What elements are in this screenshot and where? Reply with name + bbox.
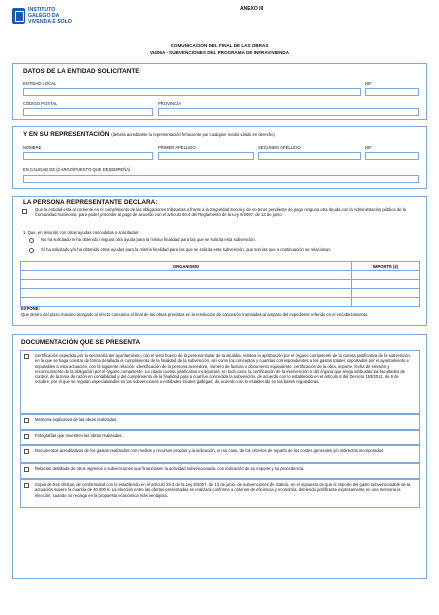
importe-cell[interactable] (352, 280, 420, 289)
list-item (20, 479, 420, 508)
table-row (21, 280, 420, 289)
nif-representante-field[interactable] (365, 152, 419, 160)
institution-logo (12, 6, 82, 28)
xunta-shield-icon (12, 8, 25, 24)
list-item (20, 350, 420, 414)
list-item (20, 414, 420, 430)
section-title-documentacion: DOCUMENTACIÓN QUE SE PRESENTA (21, 339, 141, 346)
declara-deudas-checkbox[interactable] (22, 209, 27, 214)
organismo-cell[interactable] (21, 289, 352, 298)
radio-no-ayudas[interactable] (29, 238, 34, 243)
radio-si-ayudas-label: Sí ha solicitado y/o ha obtenido otras ayudas para la misma finalidad para las que se solicita esta subvención, que son las que a continuación se relacionan: (41, 247, 332, 252)
importe-cell[interactable] (352, 271, 420, 280)
doc-item-text: Relación detallada de otros ingresos o subvenciones que financiasen la actividad subvencionada, con indicación de su importe y su procedencia. (35, 466, 305, 471)
declara-deudas-text: Que la entidad está al corriente en el cumplimiento de las obligaciones tributarias o frente a la Seguridad Social y de no tener pendiente de pago ninguna otra deuda con la Administración pública de la Comunidad Autónoma, para poder proceder al pago de acuerdo con el artículo 60.4 del Reglamento de la Ley 9/2007, de 13 de junio. (35, 207, 406, 218)
codigo-postal-field[interactable] (23, 108, 153, 116)
table-row (21, 271, 420, 280)
doc-item-text: Documentos acreditativos de los gastos realizados con medios y recursos propios y la indicación, en su caso, de los criterios de reparto de los costes generales y/o indirectos incorporados. (35, 448, 385, 453)
expone-text: Que dentro del plazo máximo otorgado al efecto comunica el final de las obras previstas en la resolución de concesión tramitadas al amparo del expediente referido en el encabezamiento. (21, 312, 369, 317)
label-nombre: NOMBRE (23, 145, 42, 150)
provincia-field[interactable] (158, 108, 419, 116)
logo-text: INSTITUTO GALEGO DA VIVENDA E SOLO (28, 7, 72, 25)
table-row (21, 298, 420, 307)
doc-certificacion-checkbox[interactable] (24, 354, 29, 359)
importe-cell[interactable] (352, 298, 420, 307)
ayudas-table (20, 261, 420, 307)
doc-item-text: Certificación expedida por la secretaría del ayuntamiento, con el visto bueno de la persona titular de la alcaldía, relativa la aprobación por el órgano competente de la cuenta justificativa de la subvención, en la que se haga constar de forma detallada el cumplimiento de la finalidad de la subvención, así como los conceptos y cuantías correspondientes a los gastos totales soportados por el ayuntamiento e imputables a esta actuación, con la siguiente relación: identificación de la persona acreedora, número de factura o documento equivalente, certificación de la obra, importe, fecha de emisión y reconocimiento de la obligación por el órgano competente. La citada cuenta justificativa incorporará, en todo caso, la certificación de la intervención o del órgano que tenga atribuidas las facultades de control, de la toma de razón en contabilidad y del cumplimiento de la finalidad para a cual fue concedida la subvención, de acuerdo con lo establecido en el artículo 8 del Decreto 193/2011, de 6 de octubre, por el que se regulan especialidades en las subvenciones a entidades locales gallegas, de acuerdo con lo establecido en las bases reguladoras. (35, 353, 411, 385)
expone-label: EXPONE: (21, 306, 40, 311)
label-codigo-postal: CÓDIGO POSTAL (23, 101, 58, 106)
representacion-section (12, 126, 427, 189)
label-primer-apellido: PRIMER APELLIDO (158, 145, 196, 150)
table-header-row (21, 262, 420, 271)
document-title: COMUNICACIÓN DEL FINAL DE LAS OBRAS (170, 43, 269, 48)
label-segundo-apellido: SEGUNDO APELLIDO (258, 145, 301, 150)
radio-no-ayudas-label: No ha solicitado ni ha obtenido ninguna otra ayuda para la misma finalidad para las que se solicita esta subvención. (41, 237, 256, 242)
list-item (20, 430, 420, 445)
section-title-representacion: Y EN SU REPRESENTACIÓN (deberá acreditarse la representación fehaciente por cualquier medio válido en derecho) (23, 131, 275, 138)
section-title-declara: LA PERSONA REPRESENTANTE DECLARA: (23, 199, 158, 206)
nombre-field[interactable] (23, 152, 153, 160)
nif-field[interactable] (365, 88, 419, 96)
list-item (20, 463, 420, 479)
organismo-cell[interactable] (21, 271, 352, 280)
section-title-entidad: DATOS DE LA ENTIDAD SOLICITANTE (23, 68, 140, 75)
document-subtitle: VI406A - SUBVENCIONES DEL PROGRAMA DE INFRAVIVIENDA (149, 50, 290, 55)
header-organismo: ORGANISMO (21, 262, 352, 271)
doc-item-text: Fotografías que muestren las obras realizadas. (35, 433, 123, 438)
importe-cell[interactable] (352, 289, 420, 298)
doc-item-text: Copia de tres ofertas, de conformidad con lo establecido en el artículo 29.3 de la Ley 9/2007, de 13 de junio, de subvenciones de Galicia, en el supuesto de que el importe del gasto subvencionable de la actuación supere la cuantía de 40.000 €. La elección entre las ofertas presentadas se realizará conforme a criterios de eficiencia y economía, debiendo justificarse expresamente en una memoria la elección, cuando no recaiga en la propuesta económica más ventajosa. (35, 482, 411, 498)
doc-item-text: Memoria explicativa de las obras realizadas. (35, 417, 118, 422)
primer-apellido-field[interactable] (158, 152, 254, 160)
doc-otros-ingresos-checkbox[interactable] (24, 467, 29, 472)
radio-si-ayudas[interactable] (29, 248, 34, 253)
doc-gastos-propios-checkbox[interactable] (24, 449, 29, 454)
table-row (21, 289, 420, 298)
anexo-label: ANEXO III (240, 6, 264, 12)
cargo-field[interactable] (23, 175, 419, 183)
entidad-section (12, 63, 427, 120)
doc-memoria-checkbox[interactable] (24, 418, 29, 423)
declara-ayudas-intro: 1. Que, en relación con otras ayudas concedidas o solicitadas: (23, 230, 140, 235)
representacion-note: (deberá acreditarse la representación fehaciente por cualquier medio válido en derecho) (111, 132, 275, 137)
header-importe: IMPORTE (€) (352, 262, 420, 271)
organismo-cell[interactable] (21, 298, 352, 307)
entidad-local-field[interactable] (23, 88, 361, 96)
label-cargo: EN CALIDAD DE (CARGO/PUESTO QUE DESEMPEÑA) (23, 167, 131, 172)
label-entidad-local: ENTIDAD LOCAL (23, 81, 57, 86)
segundo-apellido-field[interactable] (258, 152, 361, 160)
label-nif: NIF (365, 81, 372, 86)
doc-fotografias-checkbox[interactable] (24, 434, 29, 439)
doc-ofertas-checkbox[interactable] (24, 483, 29, 488)
organismo-cell[interactable] (21, 280, 352, 289)
list-item (20, 445, 420, 463)
label-provincia: PROVINCIA (158, 101, 182, 106)
label-nif-representante: NIF (365, 145, 372, 150)
